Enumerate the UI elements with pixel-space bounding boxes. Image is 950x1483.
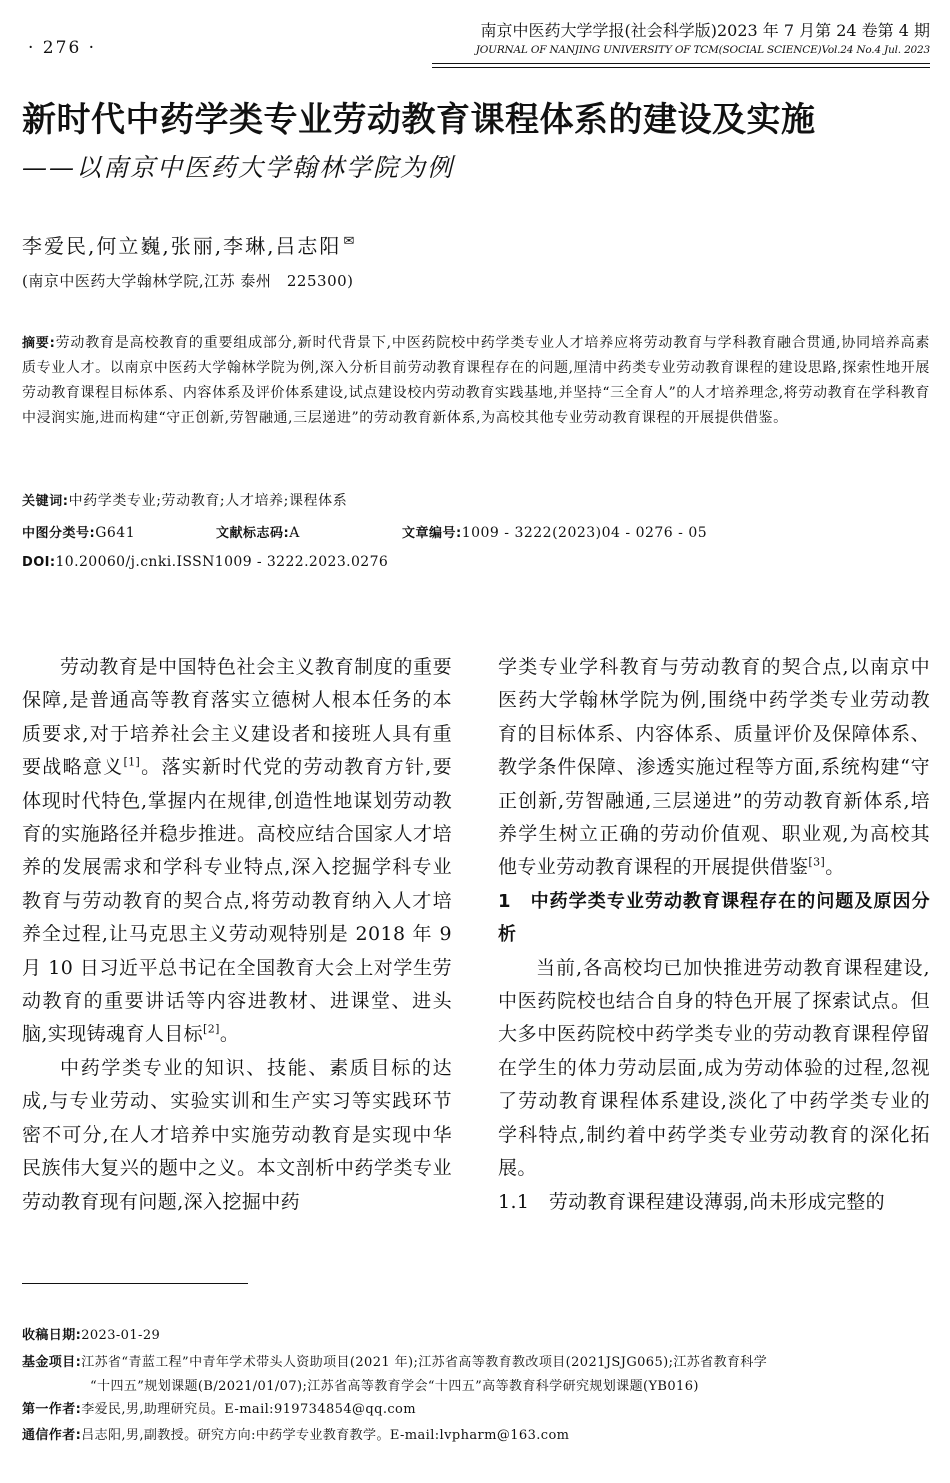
first-author-value: 李爱民,男,助理研究员。E-mail:919734854@qq.com — [81, 1402, 417, 1417]
header-rule-thin — [432, 67, 930, 68]
text-run: 。落实新时代党的劳动教育方针,要体现时代特色,掌握内在规律,创造性地谋划劳动教育的实施路径并稳步推进。高校应结合国家人才培养的发展需求和学科专业特点,深入挖掘学科专业教育与劳动教育的契合点,将劳动教育纳入人才培养全过程,让马克思主义劳动观特别是 2018 年 9 月 10 日习近平总书记在全国教育大会上对学生劳动教育的重要讲话等内容进教材、进课堂、进头脑,实现铸魂育人目标 — [22, 756, 452, 1046]
affiliation: (南京中医药大学翰林学院,江苏 泰州 225300) — [22, 272, 354, 290]
citation: [3] — [808, 856, 826, 870]
body-column-left — [22, 651, 452, 1219]
journal-title-cn: 南京中医药大学学报(社会科学版)2023 年 7 月第 24 卷第 4 期 — [480, 21, 930, 40]
header-rule — [432, 63, 930, 64]
clc-value: G641 — [95, 525, 136, 541]
citation: [2] — [203, 1023, 220, 1037]
journal-title-en: JOURNAL OF NANJING UNIVERSITY OF TCM(SOCIAL SCIENCE)Vol.24 No.4 Jul. 2023 — [475, 44, 930, 56]
first-author-label: 第一作者: — [22, 1402, 82, 1417]
author-list — [22, 230, 356, 259]
doc-code-label: 文献标志码: — [216, 526, 290, 541]
fund-line-1: 江苏省“青蓝工程”中青年学术带头人资助项目(2021 年);江苏省高等教育教改项目(2021JSJG065);江苏省教育科学 — [81, 1355, 768, 1370]
doc-code-value: A — [289, 525, 300, 541]
footnote-corresponding — [22, 1424, 930, 1448]
article-title: 新时代中药学类专业劳动教育课程体系的建设及实施 — [22, 100, 816, 140]
corresponding-value: 吕志阳,男,副教授。研究方向:中药学专业教育教学。E-mail:lvpharm@163.com — [81, 1428, 570, 1443]
body-paragraph: 中药学类专业的知识、技能、素质目标的达成,与专业劳动、实验实训和生产实习等实践环节密不可分,在人才培养中实施劳动教育是实现中华民族伟大复兴的题中之义。本文剖析中药学类专业劳动教育现有问题,深入挖掘中药 — [22, 1056, 452, 1213]
envelope-icon: ✉ — [343, 234, 357, 250]
article-id-label: 文章编号: — [402, 526, 462, 541]
classification-row — [22, 522, 707, 541]
abstract-text: 劳动教育是高校教育的重要组成部分,新时代背景下,中医药院校中药学类专业人才培养应将劳动教育与学科教育融合贯通,协同培养高素质专业人才。以南京中医药大学翰林学院为例,深入分析目前劳动教育课程存在的问题,厘清中药类专业劳动教育课程的建设思路,探索性地开展劳动教育课程目标体系、内容体系及评价体系建设,试点建设校内劳动教育实践基地,并坚持“三全育人”的人才培养理念,将劳动教育在学科教育中浸润实施,进而构建“守正创新,劳智融通,三层递进”的劳动教育新体系,为高校其他专业劳动教育课程的开展提供借鉴。 — [22, 335, 931, 426]
keywords-label: 关键词: — [22, 494, 69, 509]
citation: [1] — [123, 755, 141, 769]
body-paragraph — [498, 651, 930, 885]
fund-line-2: “十四五”规划课题(B/2021/01/07);江苏省高等教育学会“十四五”高等教育科学研究规划课题(YB016) — [90, 1378, 699, 1394]
doi-value: 10.20060/j.cnki.ISSN1009 - 3222.2023.0276 — [55, 554, 389, 570]
authors-text: 李爱民,何立巍,张丽,李琳,吕志阳 — [22, 234, 342, 258]
text-run: 。 — [219, 1023, 240, 1046]
footnote-rule — [22, 1283, 248, 1284]
article-id-value: 1009 - 3222(2023)04 - 0276 - 05 — [461, 525, 708, 541]
body-column-right — [498, 651, 930, 1219]
abstract-label: 摘要: — [22, 336, 56, 351]
section-heading: 1 中药学类专业劳动教育课程存在的问题及原因分析 — [498, 890, 930, 946]
keywords-text: 中药学类专业;劳动教育;人才培养;课程体系 — [68, 493, 348, 509]
footnote-fund — [22, 1351, 930, 1398]
fund-label: 基金项目: — [22, 1355, 82, 1370]
text-run: 劳动教育是中国特色社会主义教育制度的重要保障,是普通高等教育落实立德树人根本任务的本质要求,对于培养社会主义建设者和接班人具有重要战略意义 — [22, 656, 452, 779]
text-run: 。 — [825, 856, 845, 879]
abstract — [22, 331, 930, 431]
received-value: 2023-01-29 — [81, 1328, 161, 1343]
text-run: 学类专业学科教育与劳动教育的契合点,以南京中医药大学翰林学院为例,围绕中药学类专业劳动教育的目标体系、内容体系、质量评价及保障体系、教学条件保障、渗透实施过程等方面,系统构建“守正创新,劳智融通,三层递进”的劳动教育新体系,培养学生树立正确的劳动价值观、职业观,为高校其他专业劳动教育课程的开展提供借鉴 — [498, 656, 930, 879]
body-paragraph: 当前,各高校均已加快推进劳动教育课程建设,中医药院校也结合自身的特色开展了探索试点。但大多中医药院校中药学类专业的劳动教育课程停留在学生的体力劳动层面,成为劳动体验的过程,忽视了劳动教育课程体系建设,淡化了中药学类专业的学科特点,制约着中药学类专业劳动教育的深化拓展。 — [498, 956, 930, 1180]
keywords — [22, 490, 347, 510]
footnote-first-author — [22, 1398, 930, 1422]
doi — [22, 554, 388, 570]
received-label: 收稿日期: — [22, 1328, 82, 1343]
clc-label: 中图分类号: — [22, 526, 96, 541]
doi-label: DOI: — [22, 555, 56, 570]
page-number: · 276 · — [28, 38, 97, 58]
body-paragraph — [22, 651, 452, 1052]
article-subtitle: ——以南京中医药大学翰林学院为例 — [22, 153, 455, 182]
footnote-received — [22, 1324, 930, 1348]
subsection-heading: 1.1 劳动教育课程建设薄弱,尚未形成完整的 — [498, 1190, 886, 1213]
corresponding-label: 通信作者: — [22, 1428, 82, 1443]
